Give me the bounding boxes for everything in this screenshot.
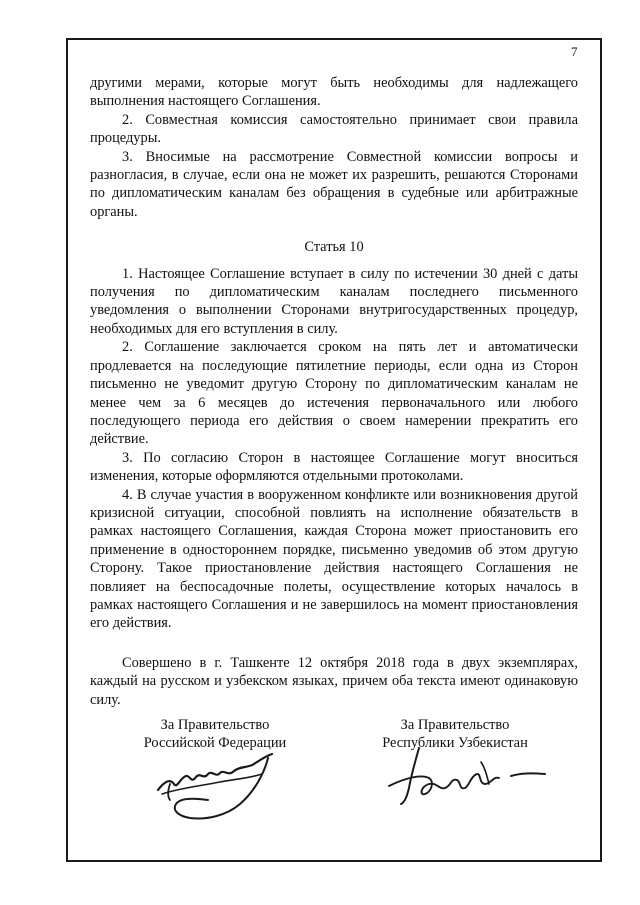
signature-russia-handwritten	[150, 744, 300, 824]
article-10-clause-3: 3. По согласию Сторон в настоящее Соглашение могут вноситься изменения, которые оформляются отдельными протоколами.	[90, 449, 578, 485]
article-title: Статья 10	[304, 239, 364, 256]
paragraph-commission-rules: 2. Совместная комиссия самостоятельно принимает свои правила процедуры.	[90, 111, 578, 147]
article-10-clause-1: 1. Настоящее Соглашение вступает в силу по истечении 30 дней с даты получения по дипломатическим каналам последнего письменного уведомления о выполнении Сторонами внутригосударственных процедур, необходимых для его вступления в силу.	[90, 265, 578, 337]
article-10-clause-2: 2. Соглашение заключается сроком на пять лет и автоматически продлевается на последующие пятилетние периоды, если одна из Сторон письменно не уведомит другую Сторону по дипломатическим каналам не менее чем за 6 месяцев до истечения первоначального или любого последующего периода его действия о своем намерении прекратить его действие.	[90, 339, 578, 448]
closing-statement: Совершено в г. Ташкенте 12 октября 2018 года в двух экземплярах, каждый на русском и узбекском языках, причем оба текста имеют одинаковую силу.	[90, 654, 578, 708]
page-number: 7	[571, 44, 578, 59]
signature-caption-line2: Российской Федерации	[143, 735, 287, 752]
document-body	[90, 74, 578, 709]
paragraph-continuation: другими мерами, которые могут быть необходимы для надлежащего выполнения настоящего Соглашения.	[90, 75, 578, 110]
signature-caption-line1: За Правительство	[400, 717, 510, 733]
signature-caption-line1: За Правительство	[160, 717, 270, 733]
signature-uzbekistan-handwritten	[385, 744, 555, 814]
signature-caption-line2: Республики Узбекистан	[382, 735, 528, 752]
article-10-clause-4: 4. В случае участия в вооруженном конфликте или возникновения другой кризисной ситуации, способной повлиять на исполнение обязательств в рамках настоящего Соглашения, каждая Сторона может приостановить его применение в одностороннем порядке, письменно уведомив об этом другую Сторону. Такое приостановление действия настоящего Соглашения не повлияет на беспосадочные полеты, осуществление которых началось в рамках настоящего Соглашения и не завершилось на момент приостановления его действия.	[90, 486, 578, 632]
paragraph-commission-disputes: 3. Вносимые на рассмотрение Совместной комиссии вопросы и разногласия, в случае, если она не может их разрешить, решаются Сторонами по дипломатическим каналам без обращения в судебные или арбитражные органы.	[90, 148, 578, 220]
